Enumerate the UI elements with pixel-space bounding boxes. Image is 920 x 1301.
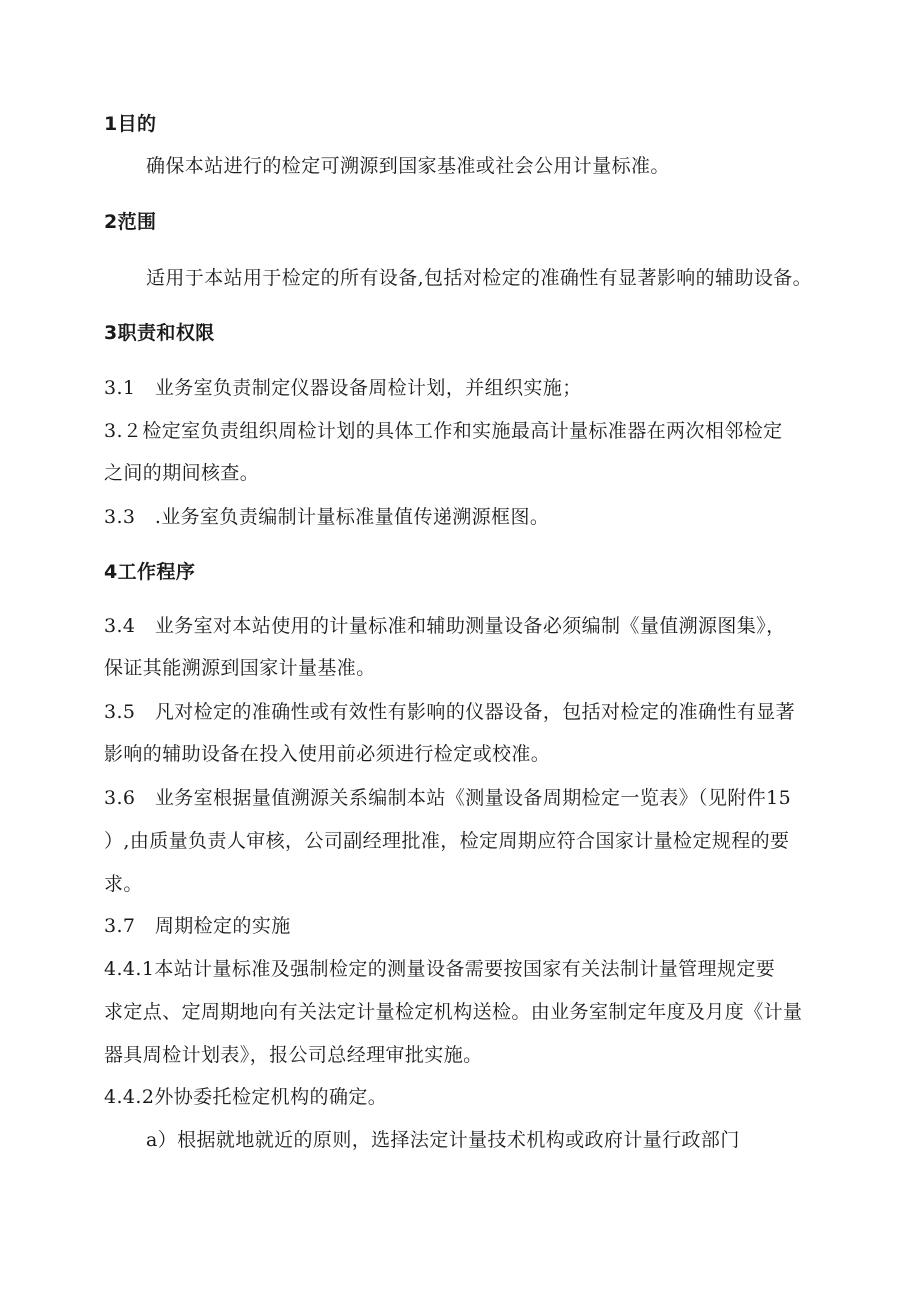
section-2-paragraph: 适用于本站用于检定的所有设备,包括对检定的准确性有显著影响的辅助设备。 — [146, 267, 813, 289]
clause-3-2-line1: 3.２检定室负责组织周检计划的具体工作和实施最高计量标准器在两次相邻检定 — [104, 420, 783, 442]
clause-3-4-line2: 保证其能溯源到国家计量基准。 — [104, 657, 376, 679]
clause-3-7: 3.7 周期检定的实施 — [104, 915, 291, 937]
clause-3-6-line3: 求。 — [104, 873, 143, 895]
section-2-heading: 2范围 — [104, 211, 157, 233]
clause-3-5-line2: 影响的辅助设备在投入使用前必须进行检定或校准。 — [104, 743, 551, 765]
section-1-heading: 1目的 — [104, 113, 157, 135]
clause-3-5-line1: 3.5 凡对检定的准确性或有效性有影响的仪器设备，包括对检定的准确性有显著 — [104, 701, 796, 723]
clause-4-4-2-item-a: a）根据就地就近的原则，选择法定计量技术机构或政府计量行政部门 — [146, 1129, 740, 1151]
clause-4-4-1-line3: 器具周检计划表》，报公司总经理审批实施。 — [104, 1044, 483, 1066]
clause-4-4-2: 4.4.2外协委托检定机构的确定。 — [104, 1086, 388, 1108]
clause-3-6-line2: ）,由质量负责人审核，公司副经理批准，检定周期应符合国家计量检定规程的要 — [104, 830, 790, 852]
clause-3-2-line2: 之间的期间核查。 — [104, 462, 260, 484]
section-1-paragraph: 确保本站进行的检定可溯源到国家基准或社会公用计量标准。 — [146, 155, 670, 177]
clause-4-4-1-line1: 4.4.1本站计量标准及强制检定的测量设备需要按国家有关法制计量管理规定要 — [104, 958, 776, 980]
clause-3-6-line1: 3.6 业务室根据量值溯源关系编制本站《测量设备周期检定一览表》（见附件15 — [104, 787, 792, 809]
clause-3-3: 3.3 .业务室负责编制计量标准量值传递溯源框图。 — [104, 506, 550, 528]
clause-3-1: 3.1 业务室负责制定仪器设备周检计划，并组织实施； — [104, 377, 582, 399]
clause-3-4-line1: 3.4 业务室对本站使用的计量标准和辅助测量设备必须编制《量值溯源图集》， — [104, 615, 786, 637]
section-4-heading: 4工作程序 — [104, 561, 196, 583]
section-3-heading: 3职责和权限 — [104, 322, 215, 344]
clause-4-4-1-line2: 求定点、定周期地向有关法定计量检定机构送检。由业务室制定年度及月度《计量 — [104, 1001, 803, 1023]
